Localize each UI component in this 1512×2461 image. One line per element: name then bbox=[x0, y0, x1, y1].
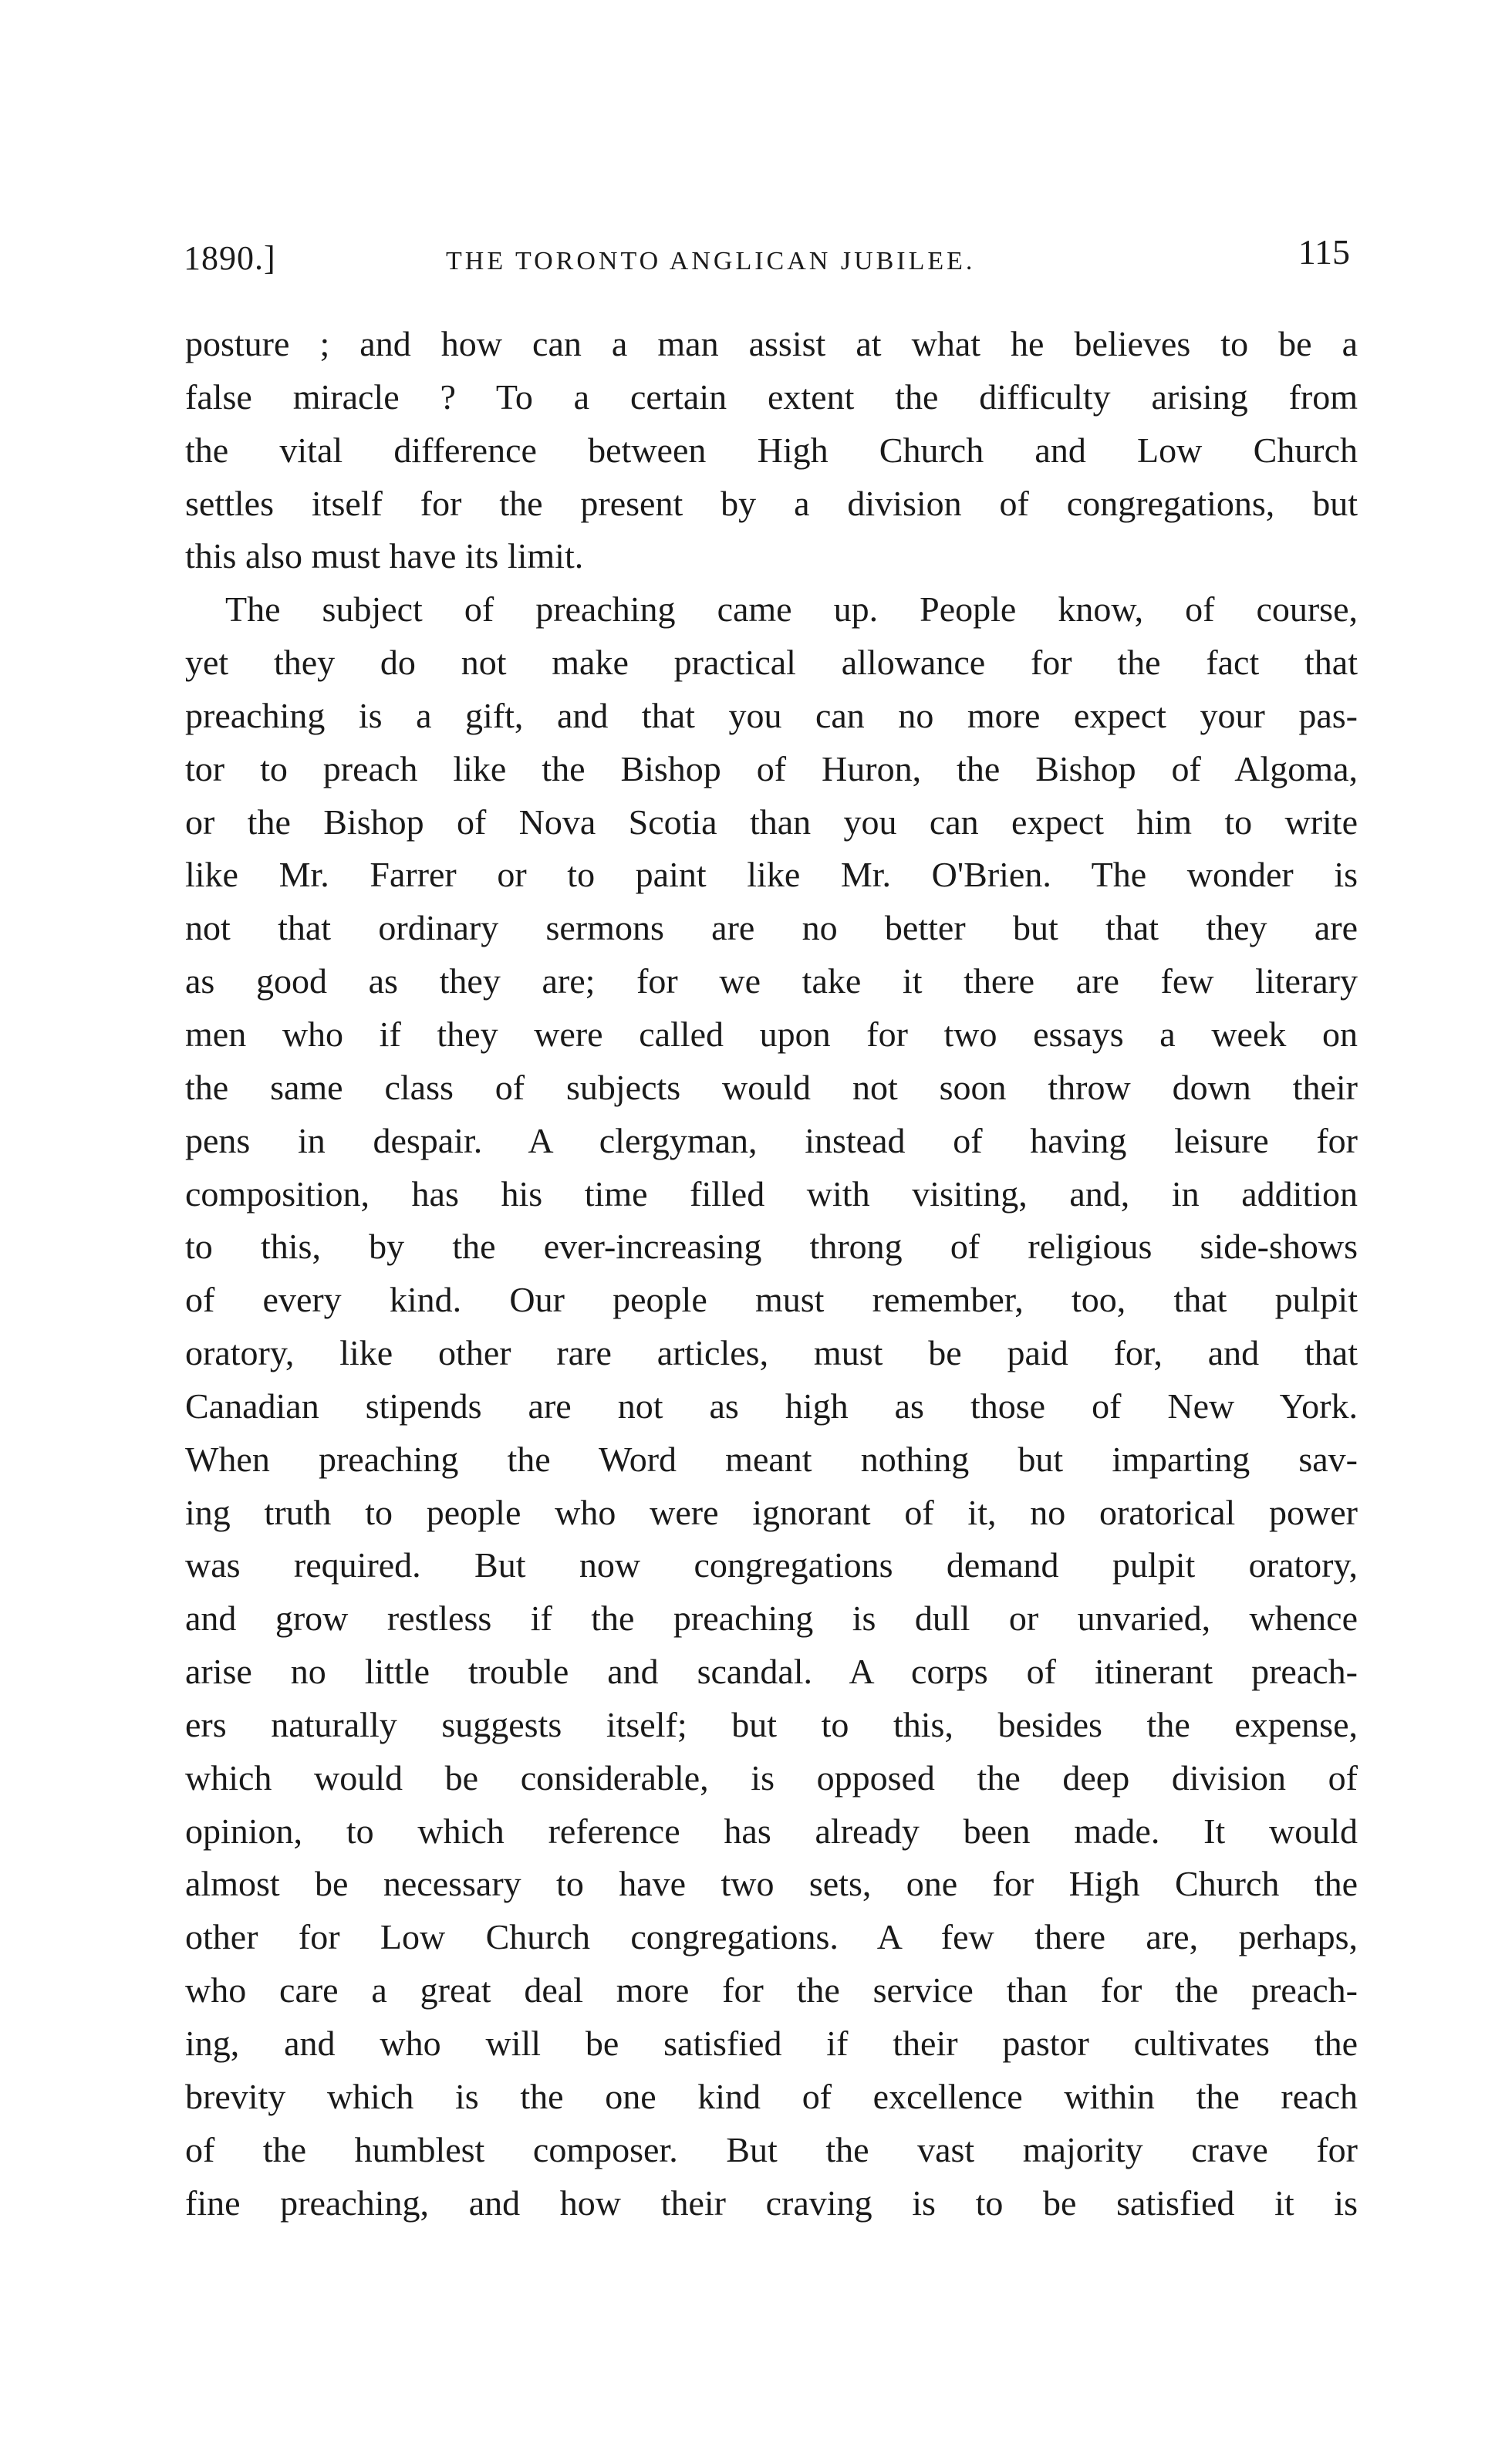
text-line: brevity which is the one kind of excellence within the reach bbox=[185, 2076, 1358, 2116]
text-line: settles itself for the present by a division of congregations, but bbox=[185, 483, 1358, 523]
page-number: 115 bbox=[1298, 232, 1350, 272]
text-line: who care a great deal more for the service than for the preach- bbox=[185, 1970, 1358, 2010]
text-line: fine preaching, and how their craving is to be satisfied it is bbox=[185, 2182, 1358, 2223]
text-line: composition, has his time filled with visiting, and, in addition bbox=[185, 1173, 1358, 1214]
header-title: THE TORONTO ANGLICAN JUBILEE. bbox=[446, 247, 976, 275]
text-line: The subject of preaching came up. People know, of course, bbox=[225, 589, 1358, 630]
text-line: oratory, like other rare articles, must be paid for, and that bbox=[185, 1333, 1358, 1373]
running-head bbox=[184, 231, 1350, 285]
body-text bbox=[185, 318, 1358, 2230]
text-line: this also must have its limit. bbox=[185, 536, 584, 576]
text-line: like Mr. Farrer or to paint like Mr. O'Brien. The wonder is bbox=[185, 855, 1358, 895]
header-year: 1890.] bbox=[184, 239, 276, 277]
text-line: Canadian stipends are not as high as those of New York. bbox=[185, 1386, 1358, 1426]
text-line: to this, by the ever-increasing throng of religious side-shows bbox=[185, 1227, 1358, 1267]
text-line: other for Low Church congregations. A few there are, perhaps, bbox=[185, 1917, 1358, 1957]
text-line: the vital difference between High Church and Low Church bbox=[185, 430, 1358, 470]
text-line: ers naturally suggests itself; but to this, besides the expense, bbox=[185, 1704, 1358, 1744]
text-line: arise no little trouble and scandal. A corps of itinerant preach- bbox=[185, 1652, 1358, 1692]
text-line: of every kind. Our people must remember, too, that pulpit bbox=[185, 1280, 1358, 1320]
text-line: ing truth to people who were ignorant of it, no oratorical power bbox=[185, 1492, 1358, 1532]
text-line: of the humblest composer. But the vast majority crave for bbox=[185, 2129, 1358, 2169]
text-line: opinion, to which reference has already been made. It would bbox=[185, 1811, 1358, 1851]
text-line: posture ; and how can a man assist at what he believes to be a bbox=[185, 324, 1358, 363]
text-line: or the Bishop of Nova Scotia than you can expect him to write bbox=[185, 802, 1358, 842]
text-line: and grow restless if the preaching is dull or unvaried, whence bbox=[185, 1598, 1358, 1639]
text-line: was required. But now congregations demand pulpit oratory, bbox=[185, 1545, 1358, 1585]
text-line: yet they do not make practical allowance for the fact that bbox=[185, 643, 1358, 683]
text-line: false miracle ? To a certain extent the difficulty arising from bbox=[185, 376, 1358, 417]
text-line: not that ordinary sermons are no better but that they are bbox=[185, 908, 1358, 948]
text-line: ing, and who will be satisfied if their pastor cultivates the bbox=[185, 2024, 1358, 2063]
text-line: When preaching the Word meant nothing but imparting sav- bbox=[185, 1439, 1358, 1479]
text-line: which would be considerable, is opposed the deep division of bbox=[185, 1757, 1358, 1798]
text-line: as good as they are; for we take it there are few literary bbox=[185, 961, 1358, 1001]
text-line: the same class of subjects would not soon throw down their bbox=[185, 1067, 1358, 1107]
text-line: tor to preach like the Bishop of Huron, the Bishop of Algoma, bbox=[185, 748, 1358, 788]
text-line: pens in despair. A clergyman, instead of having leisure for bbox=[185, 1120, 1358, 1160]
text-line: men who if they were called upon for two essays a week on bbox=[185, 1014, 1358, 1054]
text-line: preaching is a gift, and that you can no more expect your pas- bbox=[185, 695, 1358, 735]
text-line: almost be necessary to have two sets, one for High Church the bbox=[185, 1864, 1358, 1904]
